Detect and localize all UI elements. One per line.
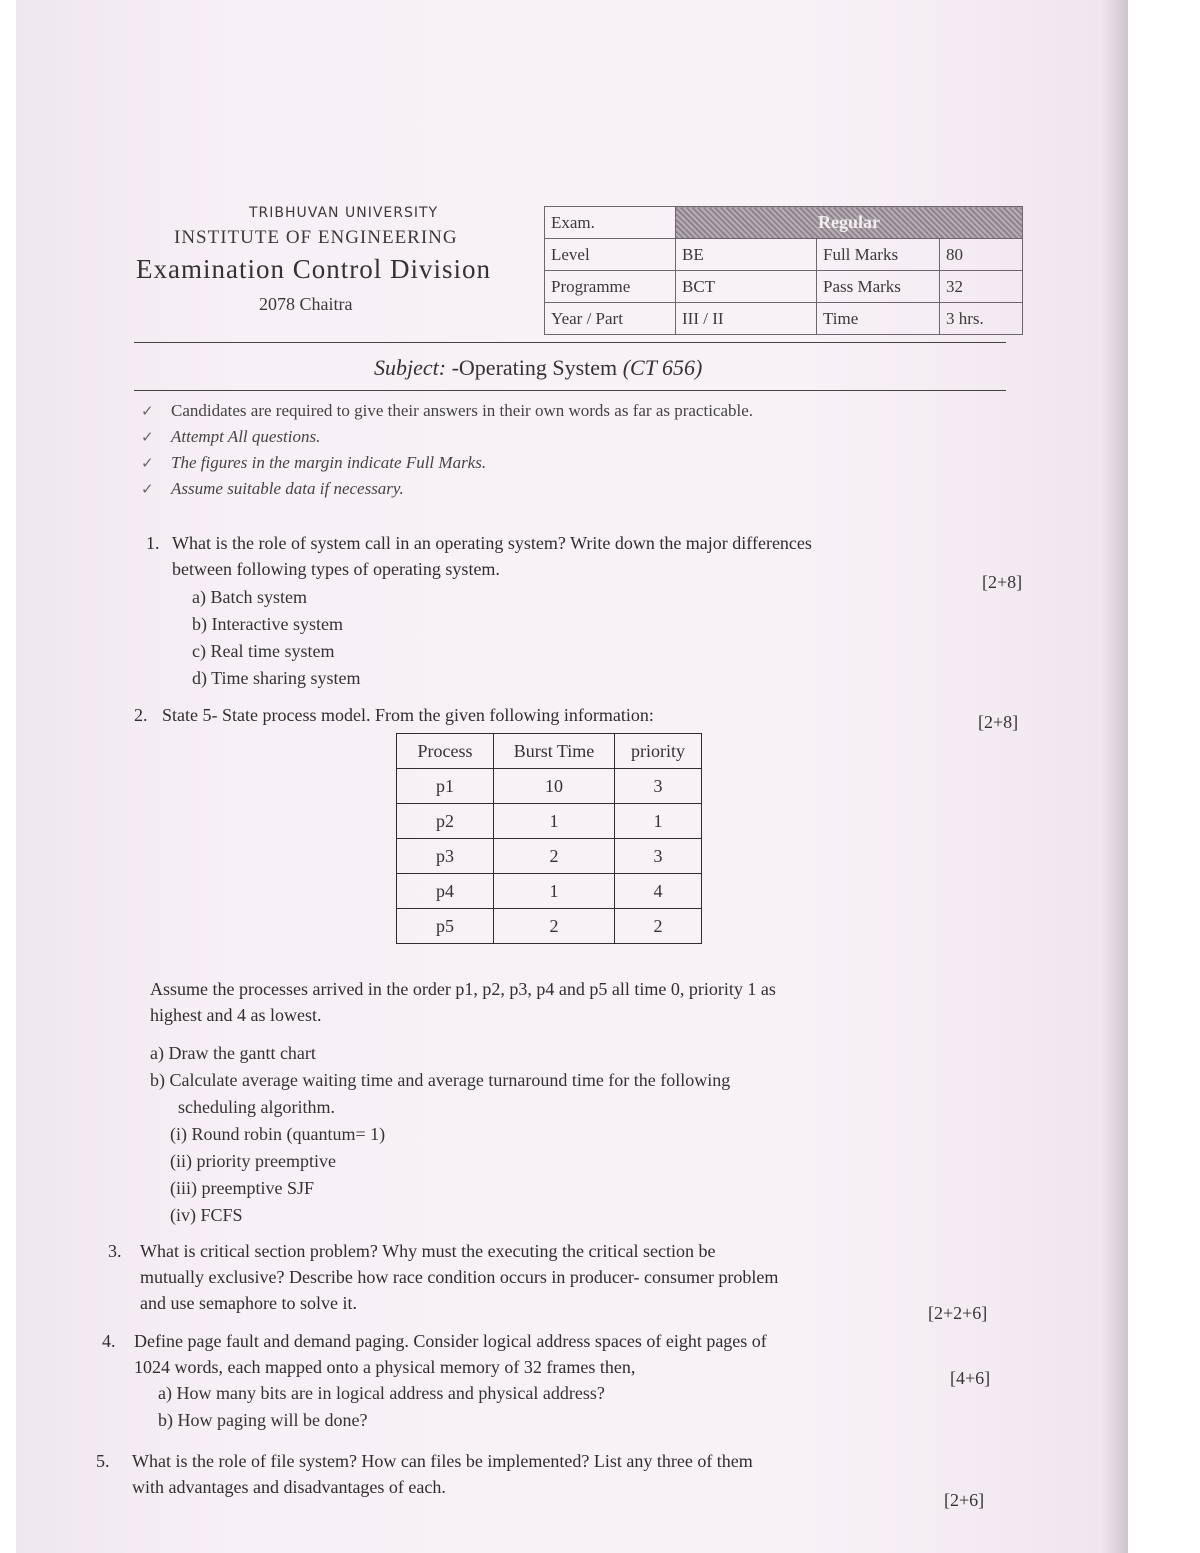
question-3 (108, 1238, 948, 1316)
question-2-assumption: Assume the processes arrived in the order p1, p2, p3, p4 and p5 all time 0, priority 1 as highest and 4 as lowest. (150, 979, 776, 1025)
question-text: What is the role of file system? How can files be implemented? List any three of them (132, 1451, 753, 1471)
question-2-marks: [2+8] (978, 712, 1019, 732)
question-text: between following types of operating system. (172, 559, 500, 579)
instruction-item: ✓ The figures in the margin indicate Full Marks. (141, 450, 753, 476)
header-rule-top (134, 342, 1006, 343)
question-text: What is critical section problem? Why must the executing the critical section be (140, 1241, 716, 1261)
instruction-item: ✓ Attempt All questions. (141, 424, 753, 450)
division-name: Examination Control Division (136, 254, 491, 284)
table-row: p2 1 1 (397, 804, 702, 839)
question-1 (146, 530, 986, 582)
algorithm-item: (i) Round robin (quantum= 1) (170, 1124, 386, 1144)
question-number: 5. (96, 1451, 110, 1471)
option-item: d) Time sharing system (192, 668, 361, 688)
subject-code: (CT 656) (622, 355, 703, 380)
institute-name: INSTITUTE OF ENGINEERING (174, 227, 458, 248)
question-text: and use semaphore to solve it. (140, 1293, 357, 1313)
question-number: 2. (134, 705, 148, 725)
algorithm-item: (iv) FCFS (170, 1205, 243, 1225)
part-a: a) Draw the gantt chart (150, 1043, 316, 1063)
subject-name: -Operating System (451, 355, 618, 380)
check-icon: ✓ (141, 454, 154, 472)
table-header: Burst Time (494, 734, 615, 769)
exam-label: Exam. (545, 207, 676, 239)
option-item: b) How paging will be done? (158, 1410, 368, 1430)
full-marks-label: Full Marks (817, 239, 940, 271)
check-icon: ✓ (141, 402, 154, 420)
question-text: with advantages and disadvantages of each. (132, 1477, 446, 1497)
table-header: priority (615, 734, 702, 769)
instruction-item: ✓ Candidates are required to give their answers in their own words as far as practicable. (141, 398, 753, 424)
subject-label: Subject: (374, 355, 447, 380)
pass-marks-value: 32 (940, 271, 1023, 303)
question-text: 1024 words, each mapped onto a physical memory of 32 frames then, (134, 1357, 636, 1377)
exam-info-table (544, 206, 1023, 335)
table-row: p1 10 3 (397, 769, 702, 804)
question-number: 3. (108, 1241, 122, 1261)
question-5-marks: [2+6] (944, 1490, 985, 1510)
level-value: BE (676, 239, 817, 271)
check-icon: ✓ (141, 428, 154, 446)
time-label: Time (817, 303, 940, 335)
table-row: p3 2 3 (397, 839, 702, 874)
exam-type-badge: Regular (676, 207, 1023, 239)
check-icon: ✓ (141, 480, 154, 498)
option-item: a) Batch system (192, 587, 307, 607)
question-text: State 5- State process model. From the given following information: (162, 705, 654, 725)
table-header: Process (397, 734, 494, 769)
algorithm-item: (ii) priority preemptive (170, 1151, 336, 1171)
university-name: TRIBHUVAN UNIVERSITY (249, 205, 439, 221)
option-item: a) How many bits are in logical address and physical address? (158, 1383, 605, 1403)
year-part-label: Year / Part (545, 303, 676, 335)
level-label: Level (545, 239, 676, 271)
question-number: 1. (146, 533, 160, 553)
full-marks-value: 80 (940, 239, 1023, 271)
subject-line (374, 355, 702, 381)
page-edge-shadow (1102, 0, 1128, 1553)
pass-marks-label: Pass Marks (817, 271, 940, 303)
question-1-marks: [2+8] (982, 572, 1023, 592)
year-part-value: III / II (676, 303, 817, 335)
option-item: b) Interactive system (192, 614, 343, 634)
part-b: b) Calculate average waiting time and average turnaround time for the following (150, 1070, 731, 1090)
header-rule-bottom (134, 390, 1006, 391)
question-text: mutually exclusive? Describe how race condition occurs in producer- consumer problem (140, 1267, 779, 1287)
question-5 (96, 1448, 956, 1500)
process-table (396, 733, 702, 944)
instructions-list (141, 398, 753, 502)
question-4-marks: [4+6] (950, 1368, 991, 1388)
question-4 (102, 1328, 962, 1380)
question-number: 4. (102, 1331, 116, 1351)
exam-paper (16, 0, 1128, 1553)
table-row: p5 2 2 (397, 909, 702, 944)
question-1-options (192, 584, 361, 692)
question-2-parts (150, 1040, 970, 1229)
question-text: What is the role of system call in an operating system? Write down the major differences (172, 533, 812, 553)
instruction-item: ✓ Assume suitable data if necessary. (141, 476, 753, 502)
time-value: 3 hrs. (940, 303, 1023, 335)
question-3-marks: [2+2+6] (928, 1303, 988, 1323)
option-item: c) Real time system (192, 641, 335, 661)
question-2 (134, 702, 954, 728)
exam-session: 2078 Chaitra (259, 294, 353, 314)
algorithm-item: (iii) preemptive SJF (170, 1178, 314, 1198)
programme-value: BCT (676, 271, 817, 303)
programme-label: Programme (545, 271, 676, 303)
question-text: Define page fault and demand paging. Consider logical address spaces of eight pages of (134, 1331, 767, 1351)
part-b: scheduling algorithm. (178, 1097, 335, 1117)
question-4-options (158, 1380, 918, 1434)
table-row: p4 1 4 (397, 874, 702, 909)
